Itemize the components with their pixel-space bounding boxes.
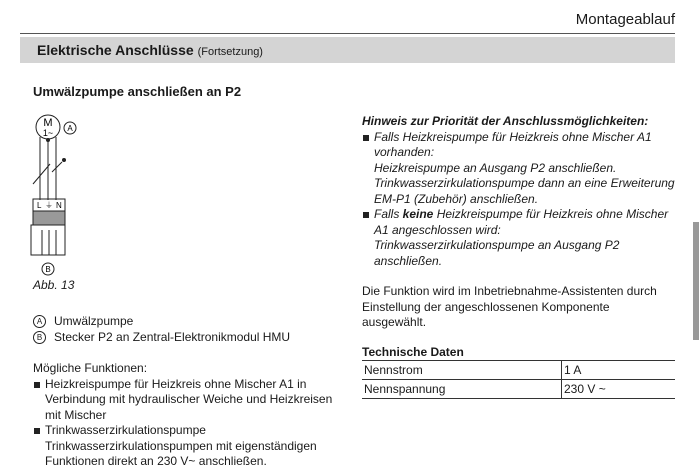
functions-title: Mögliche Funktionen: [33,361,148,375]
label-a: A [67,124,73,133]
functions [33,361,333,470]
cell: Nennstrom [362,361,562,380]
legend-item [33,330,333,346]
label-b: B [45,265,51,274]
chapter-bar [20,37,675,63]
cell: Nennspannung [362,380,562,399]
list-item [362,130,682,208]
motor-sub: 1~ [42,128,54,138]
note-text: Heizkreispumpe an Ausgang P2 anschließen. [374,160,617,175]
tech-table [362,360,675,399]
priority-note [362,114,682,269]
paragraph: Die Funktion wird im Inbetriebnahme-Assistenten durch Einstellung der angeschlossenen Komponente ausgewählt. [362,284,657,329]
legend [33,314,333,345]
terminal-l: L [37,201,42,210]
note-title: Hinweis zur Priorität der Anschlussmöglichkeiten: [362,114,649,128]
motor-label: M [43,117,53,129]
note-text: Falls Heizkreispumpe für Heizkreis ohne Mischer A1 vorhanden: [374,129,652,159]
list-item [362,207,682,269]
wiring-diagram [22,112,82,277]
table-row [362,361,675,380]
cell: 230 V ~ [562,380,676,399]
tech-title: Technische Daten [362,345,464,359]
list-item: Trinkwasserzirkulationspumpe Trinkwasserzirkulationspumpen mit eigenständigen Funktionen direkt an 230 V~ anschließen. [33,423,333,470]
legend-key: A [33,315,46,328]
chapter-title [37,42,263,58]
note-text: Falls [374,207,403,221]
page-heading: Umwälzpumpe anschließen an P2 [33,84,242,99]
list-item: Heizkreispumpe für Heizkreis ohne Mischer A1 in Verbindung mit hydraulischer Weiche und Heizkreisen mit Mischer [33,377,333,424]
cell: 1 A [562,361,676,380]
legend-text: Stecker P2 an Zentral-Elektronikmodul HMU [54,329,291,344]
note-text: Trinkwasserzirkulationspumpe dann an eine Erweiterung EM-P1 (Zubehör) anschließen. [374,176,675,206]
legend-key: B [33,331,46,344]
chapter-tab-marker [693,222,699,340]
legend-item [33,314,333,330]
terminal-pe: ⏚ [45,201,53,210]
legend-text: Umwälzpumpe [54,314,134,328]
chapter-subtitle: (Fortsetzung) [197,46,263,58]
figure-caption: Abb. 13 [33,278,75,292]
table-row [362,380,675,399]
note-text: Heizkreispumpe für Heizkreis ohne Mischer A1 angeschlossen wird: [374,207,669,237]
terminal-n: N [56,201,62,210]
note-emphasis: keine [402,207,434,221]
section-header: Montageablauf [575,11,675,28]
chapter-title-text: Elektrische Anschlüsse [37,42,194,58]
divider [20,33,675,34]
note-text: Trinkwasserzirkulationspumpe an Ausgang P2 anschließen. [374,238,620,268]
